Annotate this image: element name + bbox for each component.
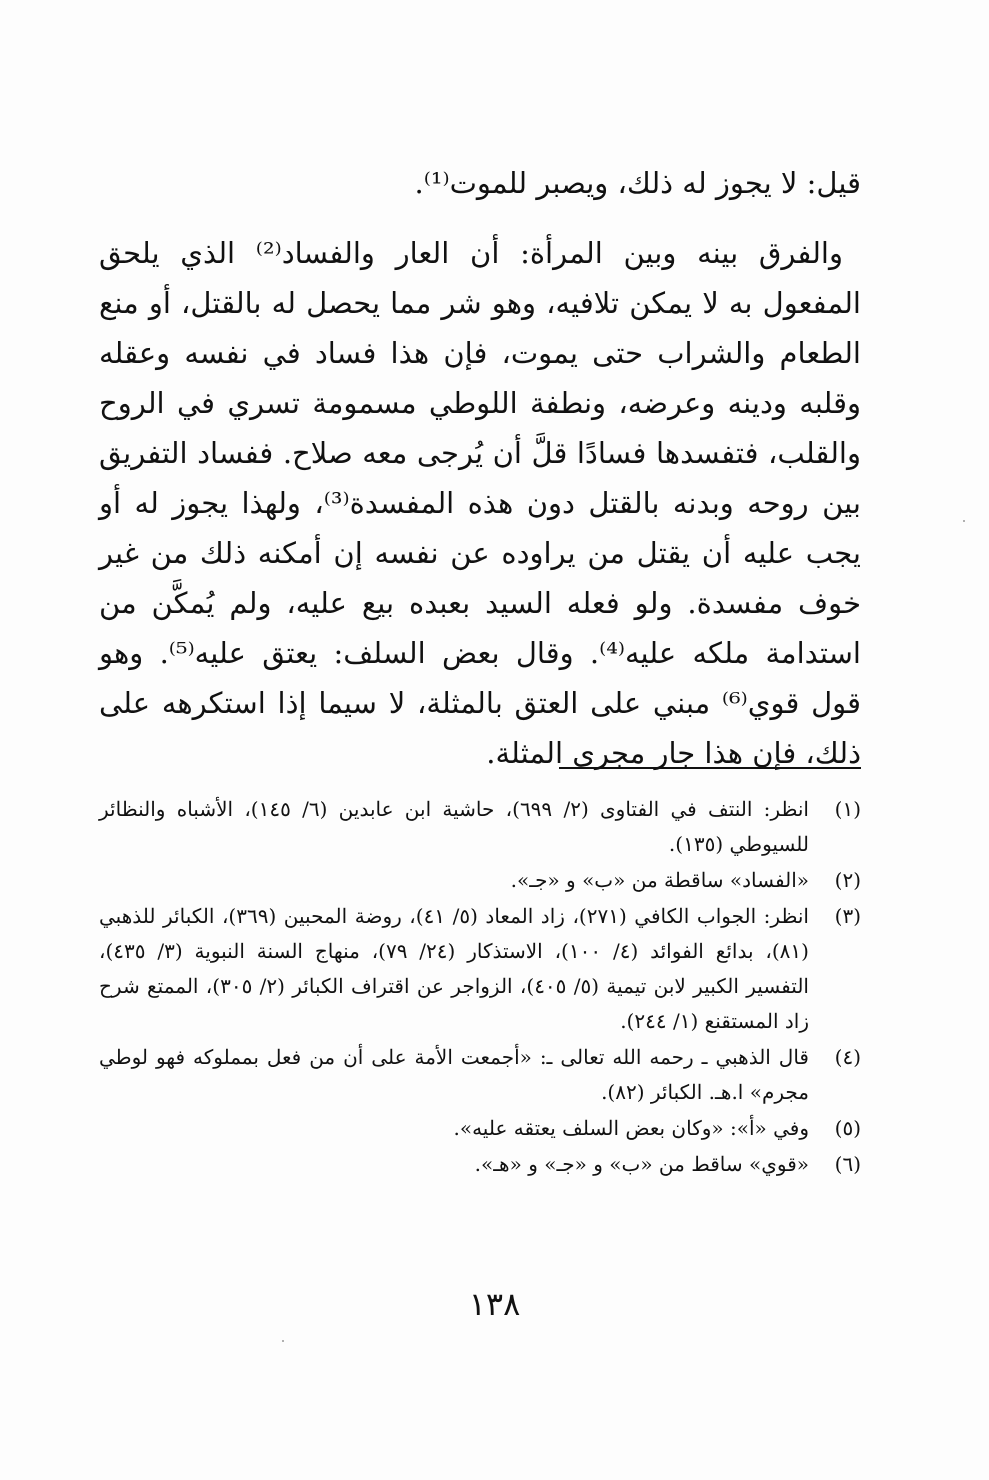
intro-line: قيل: لا يجوز له ذلك، ويصبر للموت⁽¹⁾.	[414, 166, 861, 200]
scan-speck	[282, 1340, 284, 1342]
main-paragraph: والفرق بينه وبين المرأة: أن العار والفساد⁽²⁾ الذي يلحق المفعول به لا يمكن تلافيه، وهو شر مما يحصل له بالقتل، أو منع الطعام والشراب حتى يموت، فإن هذا فساد في نفسه وعقله وقلبه ودينه وعرضه، ونطفة اللوطي مسمومة تسري في الروح والقلب، فتفسدها فسادًا قلَّ أن يُرجى معه صلاح. ففساد التفريق بين روحه وبدنه بالقتل دون هذه المفسدة⁽³⁾، ولهذا يجوز له أو يجب عليه أن يقتل من يراوده عن نفسه إن أمكنه ذلك من غير خوف مفسدة. ولو فعله السيد بعبده بيع عليه، ولم يُمكَّن من استدامة ملكه عليه⁽⁴⁾. وقال بعض السلف: يعتق عليه⁽⁵⁾. وهو قول قوي⁽⁶⁾ مبني على العتق بالمثلة، لا سيما إذا استكرهه على ذلك، فإن هذا جار مجرى المثلة.	[99, 236, 861, 770]
footnote-text: «قوي» ساقط من «ب» و «جـ» و «هـ».	[474, 1152, 809, 1176]
page-number: ١٣٨	[468, 1285, 521, 1323]
footnote-text: قال الذهبي ـ رحمه الله تعالى ـ: «أجمعت الأمة على أن من فعل بمملوكه فهو لوطي مجرم» ا.هـ. الكبائر (٨٢).	[99, 1045, 809, 1104]
footnote-number: (٥)	[834, 1116, 861, 1140]
footnote-text: انظر: النتف في الفتاوى (٢/ ٦٩٩)، حاشية ابن عابدين (٦/ ١٤٥)، الأشباه والنظائر للسيوطي (١٣٥).	[99, 797, 809, 856]
footnote	[99, 792, 861, 862]
footnote-number: (١)	[834, 797, 861, 821]
footnote	[99, 1147, 861, 1182]
footnote-number: (٣)	[834, 904, 861, 928]
footnote-text: انظر: الجواب الكافي (٢٧١)، زاد المعاد (٥/ ٤١)، روضة المحبين (٣٦٩)، الكبائر للذهبي (٨١)، بدائع الفوائد (٤/ ١٠٠)، الاستذكار (٢٤/ ٧٩)، منهاج السنة النبوية (٣/ ٤٣٥)، التفسير الكبير لابن تيمية (٥/ ٤٠٥)، الزواجر عن اقتراف الكبائر (٢/ ٣٠٥)، الممتع شرح زاد المستقنع (١/ ٢٤٤).	[99, 904, 809, 1033]
footnote-divider	[559, 767, 861, 769]
footnotes	[99, 792, 861, 1183]
scan-speck	[963, 520, 965, 522]
footnote-number: (٢)	[834, 868, 861, 892]
footnote-text: وفي «أ»: «وكان بعض السلف يعتقه عليه».	[453, 1116, 809, 1140]
footnote	[99, 863, 861, 898]
main-text	[99, 158, 861, 778]
footnote-number: (٦)	[834, 1152, 861, 1176]
footnote-number: (٤)	[834, 1045, 861, 1069]
footnote	[99, 899, 861, 1039]
footnote	[99, 1040, 861, 1110]
footnote-text: «الفساد» ساقطة من «ب» و «جـ».	[510, 868, 809, 892]
footnote	[99, 1111, 861, 1146]
